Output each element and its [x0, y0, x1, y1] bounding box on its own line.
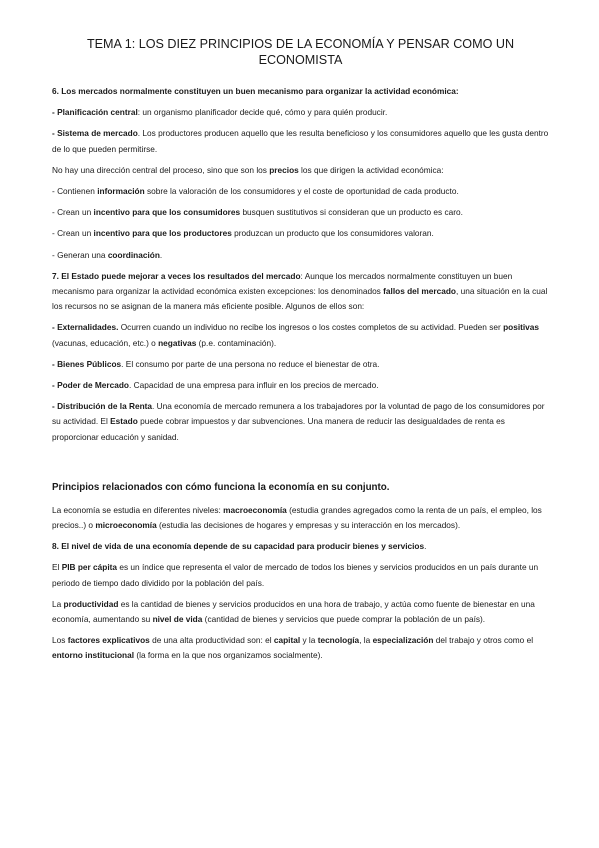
text: .	[424, 541, 427, 552]
term-bold: positivas	[503, 322, 540, 333]
term-bold: macroeconomía	[223, 504, 287, 515]
paragraph-coordinacion	[52, 248, 549, 263]
text: es un índice que representa el valor de mercado de todos los bienes y servicios producidos en un país durante un periodo de tiempo dado dividido por la población del país.	[52, 562, 539, 588]
paragraph-distribucion-renta	[52, 399, 549, 445]
section-8-heading	[52, 539, 549, 554]
text: Ocurren cuando un individuo no recibe los ingresos o los costes completos de su actividad. Pueden ser	[118, 322, 504, 333]
text: (p.e. contaminación).	[196, 337, 277, 348]
term-bold: especialización	[372, 635, 434, 646]
term-bold: - Distribución de la Renta	[52, 401, 153, 412]
text: es la cantidad de bienes y servicios producidos en una hora de trabajo, y actúa como fuente de bienestar en una economía, aumentando su	[52, 598, 535, 625]
page-title: TEMA 1: LOS DIEZ PRINCIPIOS DE LA ECONOMÍA Y PENSAR COMO UN ECONOMISTA	[86, 37, 515, 67]
heading-text: 6. Los mercados normalmente constituyen un buen mecanismo para organizar la actividad económica:	[52, 86, 459, 96]
text: de una alta productividad son: el	[149, 635, 274, 646]
section-6-heading	[52, 84, 549, 99]
term-bold: nivel de vida	[152, 614, 203, 625]
text: , una situación en la cual los recursos no se asignan de la manera más eficiente posible. Algunos de ellos son:	[52, 286, 548, 312]
text: El	[52, 562, 62, 573]
paragraph-productividad	[52, 597, 549, 627]
paragraph-sistema-mercado	[52, 126, 549, 156]
term-bold: - Poder de Mercado	[52, 380, 129, 391]
text: : un organismo planificador decide qué, cómo y para quién producir.	[137, 107, 388, 118]
text: (cantidad de bienes y servicios que puede comprar la población de un país).	[202, 614, 486, 625]
text: sobre la valoración de los consumidores y el coste de oportunidad de cada producto.	[144, 186, 459, 197]
text: . Capacidad de una empresa para influir en los precios de mercado.	[129, 380, 379, 391]
text: . Una economía de mercado remunera a los trabajadores por la voluntad de pago de los consumidores por su actividad. El	[52, 401, 545, 427]
term-bold: capital	[273, 635, 301, 646]
text: : Aunque los mercados normalmente constituyen un buen mecanismo para organizar la actividad económica existen excepciones: los denominados	[52, 270, 513, 297]
text: y la	[300, 635, 318, 646]
paragraph-precios	[52, 163, 549, 178]
term-bold: precios	[269, 164, 299, 175]
text: puede cobrar impuestos y dar subvenciones. Una manera de reducir las desigualdades de renta es proporcionar educación y sanidad.	[52, 416, 505, 442]
term-bold: coordinación	[107, 249, 160, 260]
paragraph-niveles-economia	[52, 503, 549, 533]
text: .	[159, 249, 163, 260]
text: - Crean un	[52, 207, 94, 218]
paragraph-factores-explicativos	[52, 633, 549, 663]
text: . Los productores producen aquello que les resulta beneficioso y los consumidores aquello que les gusta dentro de lo que pueden permitirse.	[52, 128, 549, 154]
term-bold: incentivo para que los consumidores	[93, 207, 241, 218]
text: (estudia grandes agregados como la renta de un país, el empleo, los precios..) o	[52, 504, 542, 531]
text: Los	[52, 635, 68, 646]
paragraph-pib-per-capita	[52, 560, 549, 590]
term-bold: productividad	[63, 598, 119, 609]
text: los que dirigen la actividad económica:	[298, 164, 444, 175]
paragraph-poder-mercado	[52, 378, 549, 393]
term-bold: negativas	[158, 337, 197, 348]
text: - Crean un	[52, 228, 94, 239]
text: (estudia las decisiones de hogares y empresas y su interacción en los mercados).	[156, 520, 461, 531]
text: - Generan una	[52, 249, 108, 260]
paragraph-planificacion	[52, 105, 549, 120]
term-bold: - Sistema de mercado	[52, 128, 138, 139]
text: (vacunas, educación, etc.) o	[52, 337, 159, 348]
text: - Contienen	[52, 186, 98, 197]
paragraph-incentivo-consumidores	[52, 205, 549, 220]
term-bold: PIB per cápita	[61, 562, 118, 573]
term-bold: factores explicativos	[67, 635, 150, 646]
paragraph-informacion	[52, 184, 549, 199]
heading-text: 8. El nivel de vida de una economía depende de su capacidad para producir bienes y servicios	[52, 541, 425, 552]
term-bold: Estado	[110, 416, 138, 427]
paragraph-bienes-publicos	[52, 357, 549, 372]
text: No hay una dirección central del proceso, sino que son los	[52, 164, 270, 175]
term-bold: fallos del mercado	[383, 286, 456, 297]
term-bold: microeconomía	[95, 520, 157, 531]
term-bold: tecnología	[317, 635, 360, 646]
term-bold: - Externalidades.	[52, 322, 119, 333]
section-7-intro	[52, 269, 549, 315]
paragraph-incentivo-productores	[52, 226, 549, 241]
text: La	[52, 598, 64, 609]
term-bold: información	[97, 186, 145, 197]
heading-text: 7. El Estado puede mejorar a veces los resultados del mercado	[52, 270, 301, 281]
text: La economía se estudia en diferentes niveles:	[52, 504, 224, 515]
term-bold: incentivo para que los productores	[93, 228, 232, 239]
text: del trabajo y otros como el	[433, 635, 534, 646]
text: produzcan un producto que los consumidores valoran.	[231, 228, 434, 239]
paragraph-externalidades	[52, 320, 549, 350]
term-bold: - Planificación central	[52, 107, 138, 118]
term-bold: entorno institucional	[52, 650, 135, 661]
text: , la	[359, 635, 373, 646]
text: busquen sustitutivos si consideran que un producto es caro.	[240, 207, 463, 218]
term-bold: - Bienes Públicos	[52, 358, 122, 369]
text: . El consumo por parte de una persona no reduce el bienestar de otra.	[121, 358, 380, 369]
section-subheading: Principios relacionados con cómo funciona la economía en su conjunto.	[52, 481, 390, 493]
text: (la forma en la que nos organizamos socialmente).	[134, 650, 323, 661]
